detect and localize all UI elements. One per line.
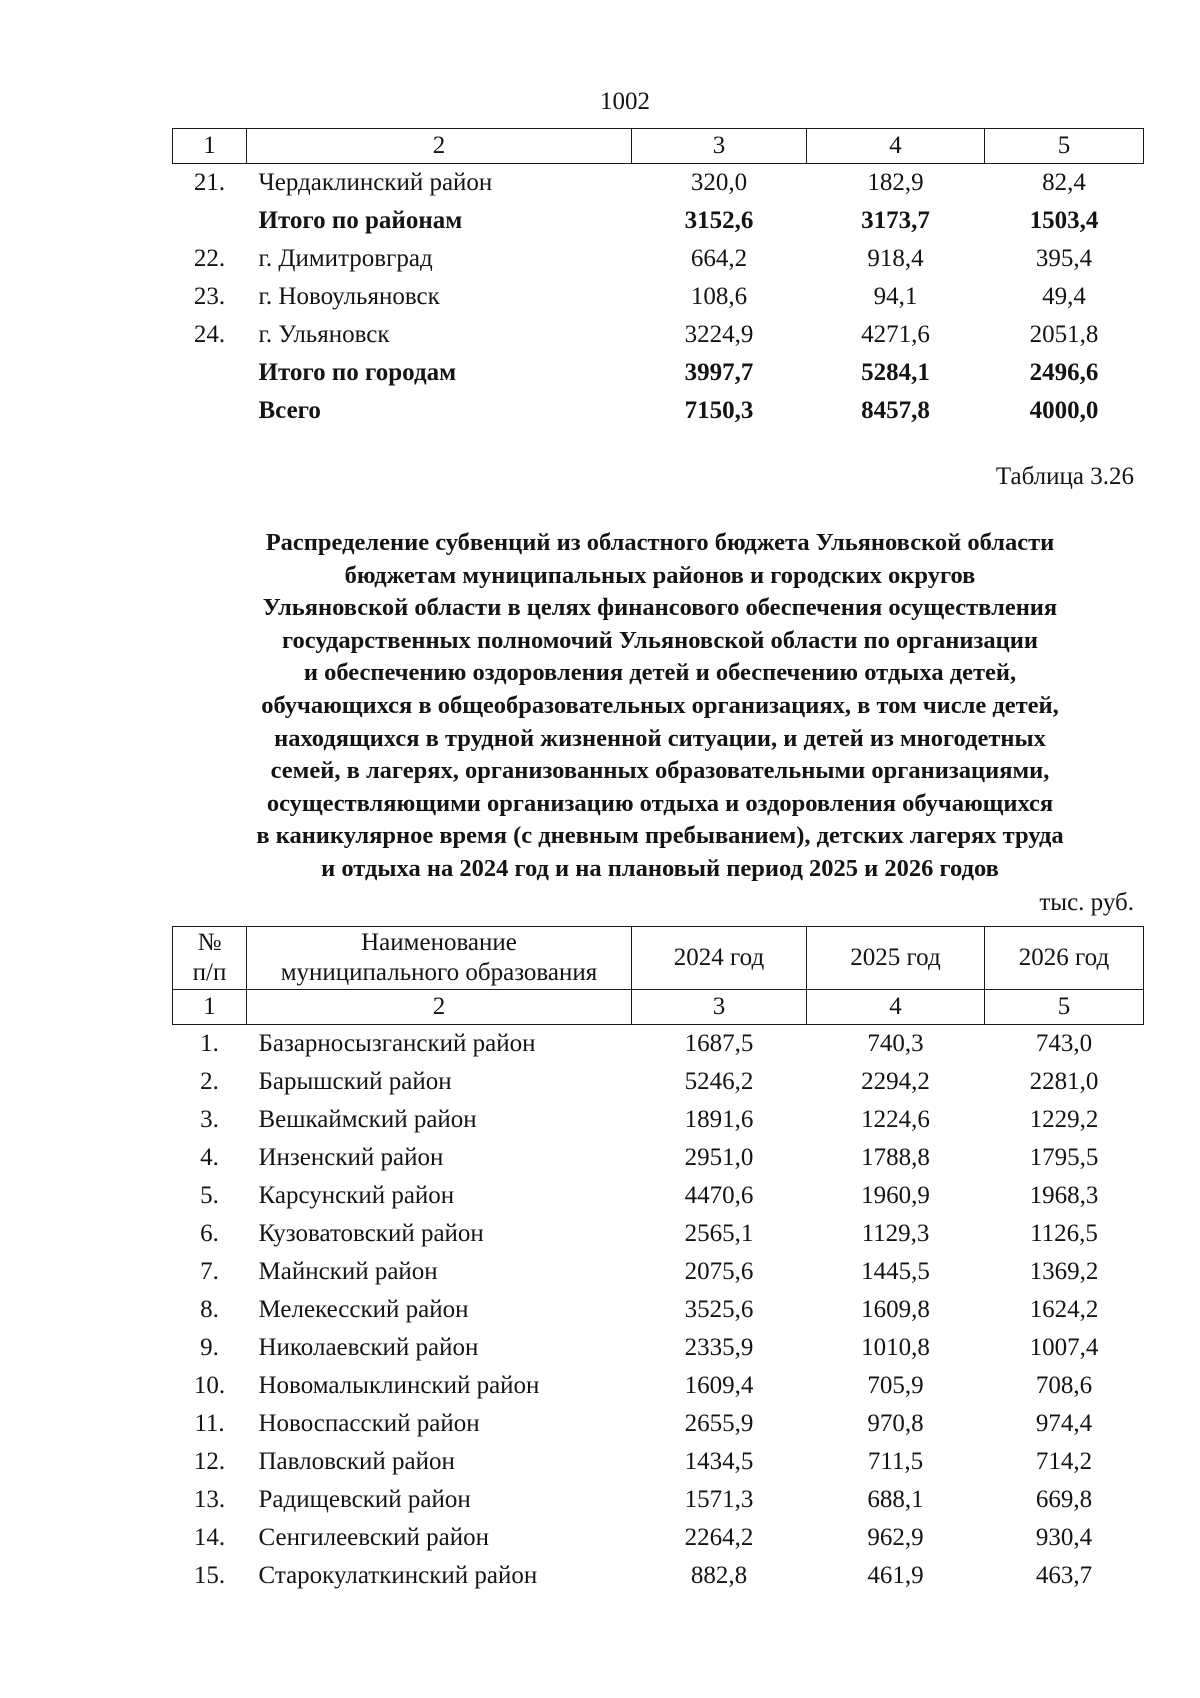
row-number: 13. [193, 1486, 226, 1513]
table-row [173, 1329, 1144, 1367]
value-2024: 3224,9 [684, 321, 754, 348]
value-2026: 708,6 [1035, 1372, 1093, 1399]
row-number: 15. [193, 1562, 226, 1589]
value-2026: 743,0 [1035, 1030, 1093, 1057]
value-2025: 711,5 [867, 1448, 924, 1475]
value-2026: 669,8 [1035, 1486, 1093, 1513]
table-row [173, 1291, 1144, 1329]
value-2025: 705,9 [867, 1372, 924, 1399]
row-number: 3. [200, 1106, 219, 1133]
row-number: 24. [193, 321, 226, 348]
value-2025: 1010,8 [861, 1334, 930, 1361]
row-name: Итого по районам [258, 207, 463, 234]
table-row [173, 316, 1144, 354]
value-2024: 2264,2 [684, 1524, 754, 1551]
value-2025: 1129,3 [861, 1220, 930, 1247]
page-number: 1002 [600, 88, 650, 115]
row-number [173, 392, 247, 430]
table-row [173, 1139, 1144, 1177]
units-label: тыс. руб. [1039, 889, 1134, 916]
title-line: семей, в лагерях, организованных образовательными организациями, [270, 757, 1050, 785]
value-2024: 664,2 [690, 245, 748, 272]
row-name: Барышский район [258, 1068, 452, 1095]
value-2024: 2075,6 [684, 1258, 754, 1285]
title-line: государственных полномочий Ульяновской области по организации [282, 626, 1038, 654]
table-row [173, 1443, 1144, 1481]
value-2025: 962,9 [867, 1524, 924, 1551]
title-line: Распределение субвенций из областного бюджета Ульяновской области [265, 529, 1055, 556]
value-2026: 2281,0 [1029, 1068, 1099, 1095]
value-2024: 4470,6 [684, 1182, 754, 1209]
row-number: 12. [193, 1448, 226, 1475]
value-2026: 1229,2 [1029, 1106, 1099, 1133]
column-number: 5 [985, 990, 1144, 1025]
value-2026: 1503,4 [1029, 207, 1099, 234]
value-2024: 1571,3 [684, 1486, 754, 1513]
value-2025: 5284,1 [861, 359, 930, 386]
value-2025: 1445,5 [861, 1258, 930, 1285]
row-name: Новомалыклинский район [258, 1372, 540, 1399]
value-2026: 714,2 [1035, 1448, 1093, 1475]
table-row [173, 240, 1144, 278]
row-name: Павловский район [258, 1448, 455, 1475]
value-2026: 1968,3 [1029, 1182, 1099, 1209]
title-line: обучающихся в общеобразовательных организациях, в том числе детей, [261, 691, 1059, 719]
value-2026: 4000,0 [1029, 397, 1099, 424]
column-number: 5 [985, 129, 1144, 164]
row-name: Инзенский район [258, 1144, 444, 1171]
row-number: 5. [200, 1182, 219, 1209]
header-name-line1: Наименование [361, 929, 517, 956]
value-2025: 461,9 [867, 1562, 924, 1589]
value-2026: 930,4 [1035, 1524, 1093, 1551]
value-2024: 2655,9 [684, 1410, 754, 1437]
column-number: 2 [247, 129, 632, 164]
row-name: г. Ульяновск [258, 321, 390, 348]
header-number [173, 927, 247, 990]
value-2025: 1788,8 [861, 1144, 930, 1171]
table-row [173, 1253, 1144, 1291]
value-2026: 2051,8 [1029, 321, 1099, 348]
table-title [170, 527, 1150, 886]
value-2025: 4271,6 [861, 321, 930, 348]
title-line: и обеспечению оздоровления детей и обеспечению отдыха детей, [303, 659, 1017, 687]
value-2025: 1609,8 [861, 1296, 930, 1323]
value-2025: 8457,8 [861, 397, 930, 424]
row-number: 22. [193, 245, 226, 272]
value-2026: 1126,5 [1030, 1220, 1098, 1247]
table-row [173, 1367, 1144, 1405]
row-name: Новоспасский район [258, 1410, 480, 1437]
row-name: Всего [258, 397, 321, 424]
value-2026: 82,4 [1042, 169, 1086, 196]
row-number [173, 354, 247, 392]
column-number: 1 [173, 990, 247, 1025]
table-row [173, 1177, 1144, 1215]
row-name: Карсунский район [258, 1182, 455, 1209]
value-2026: 1007,4 [1029, 1334, 1099, 1361]
value-2024: 7150,3 [684, 397, 754, 424]
header-2025: 2025 год [807, 927, 985, 990]
value-2026: 463,7 [1035, 1562, 1093, 1589]
value-2024: 2335,9 [684, 1334, 754, 1361]
row-name: г. Димитровград [258, 245, 433, 272]
header-number-line1: № [197, 929, 222, 956]
header-2026: 2026 год [985, 927, 1144, 990]
row-number: 9. [200, 1334, 219, 1361]
value-2024: 1687,5 [684, 1030, 754, 1057]
value-2024: 3152,6 [684, 207, 754, 234]
value-2025: 740,3 [867, 1030, 924, 1057]
table-row [173, 354, 1144, 392]
table-row [173, 392, 1144, 430]
header-number-line2: п/п [192, 959, 227, 986]
row-number: 7. [200, 1258, 219, 1285]
row-name: Мелекесский район [258, 1296, 469, 1323]
title-line: бюджетам муниципальных районов и городских округов [344, 561, 976, 589]
row-name: Кузоватовский район [258, 1220, 484, 1247]
table-row [173, 1557, 1144, 1595]
main-table [172, 926, 1144, 1595]
table-row [173, 202, 1144, 240]
table-label: Таблица 3.26 [995, 463, 1134, 490]
value-2025: 688,1 [867, 1486, 924, 1513]
value-2024: 2951,0 [684, 1144, 754, 1171]
row-number: 1. [200, 1030, 219, 1057]
title-line: осуществляющими организацию отдыха и оздоровления обучающихся [266, 789, 1054, 817]
value-2024: 1891,6 [684, 1106, 754, 1133]
column-number: 2 [247, 990, 632, 1025]
value-2024: 1434,5 [684, 1448, 754, 1475]
table-row [173, 1025, 1144, 1064]
value-2026: 974,4 [1035, 1410, 1093, 1437]
column-number: 3 [632, 129, 807, 164]
table-row [173, 1405, 1144, 1443]
top-table [172, 128, 1144, 430]
column-number: 4 [807, 990, 985, 1025]
value-2025: 1224,6 [861, 1106, 930, 1133]
value-2025: 970,8 [867, 1410, 924, 1437]
header-2024: 2024 год [632, 927, 807, 990]
table-row [173, 1063, 1144, 1101]
value-2026: 395,4 [1035, 245, 1093, 272]
table-row [173, 164, 1144, 203]
value-2024: 5246,2 [684, 1068, 754, 1095]
column-number-row [173, 990, 1144, 1025]
row-name: г. Новоульяновск [258, 283, 440, 310]
value-2025: 94,1 [873, 283, 918, 310]
row-number: 14. [193, 1524, 226, 1551]
header-name-line2: муниципального образования [280, 959, 598, 986]
column-number: 4 [807, 129, 985, 164]
row-number: 21. [193, 169, 226, 196]
value-2026: 1624,2 [1029, 1296, 1099, 1323]
value-2024: 2565,1 [684, 1220, 754, 1247]
row-number: 6. [200, 1220, 219, 1247]
table-row [173, 1215, 1144, 1253]
row-number: 8. [200, 1296, 219, 1323]
row-number [173, 202, 247, 240]
row-number: 23. [193, 283, 226, 310]
title-line: в каникулярное время (с дневным пребыванием), детских лагерях труда [256, 822, 1064, 850]
row-name: Базарносызганский район [258, 1030, 536, 1057]
row-name: Майнский район [258, 1258, 438, 1285]
row-number: 2. [200, 1068, 219, 1095]
value-2024: 1609,4 [684, 1372, 754, 1399]
row-name: Сенгилеевский район [258, 1524, 490, 1551]
value-2026: 2496,6 [1029, 359, 1099, 386]
value-2025: 2294,2 [861, 1068, 930, 1095]
header-row [173, 927, 1144, 990]
value-2025: 182,9 [867, 169, 924, 196]
column-number-row [173, 129, 1144, 164]
title-line: и отдыха на 2024 год и на плановый период 2025 и 2026 годов [321, 854, 999, 882]
row-name: Старокулаткинский район [258, 1562, 538, 1589]
value-2026: 49,4 [1042, 283, 1086, 310]
row-number: 10. [193, 1372, 226, 1399]
table-row [173, 1519, 1144, 1557]
row-name: Николаевский район [258, 1334, 479, 1361]
value-2025: 1960,9 [861, 1182, 930, 1209]
value-2025: 918,4 [867, 245, 924, 272]
title-line: находящихся в трудной жизненной ситуации, и детей из многодетных [274, 724, 1046, 752]
table-row [173, 278, 1144, 316]
table-row [173, 1101, 1144, 1139]
row-name: Вешкаймский район [258, 1106, 477, 1133]
title-line: Ульяновской области в целях финансового обеспечения осуществления [262, 594, 1058, 622]
value-2026: 1369,2 [1029, 1258, 1099, 1285]
value-2024: 320,0 [690, 169, 748, 196]
column-number: 3 [632, 990, 807, 1025]
row-name: Итого по городам [258, 359, 457, 386]
row-name: Чердаклинский район [258, 169, 493, 196]
value-2024: 108,6 [690, 283, 748, 310]
row-number: 4. [200, 1144, 219, 1171]
table-row [173, 1481, 1144, 1519]
header-name [247, 927, 632, 990]
value-2024: 3525,6 [684, 1296, 754, 1323]
row-number: 11. [194, 1410, 225, 1437]
value-2026: 1795,5 [1029, 1144, 1099, 1171]
value-2024: 882,8 [690, 1562, 748, 1589]
value-2024: 3997,7 [684, 359, 754, 386]
column-number: 1 [173, 129, 247, 164]
row-name: Радищевский район [258, 1486, 471, 1513]
value-2025: 3173,7 [861, 207, 930, 234]
